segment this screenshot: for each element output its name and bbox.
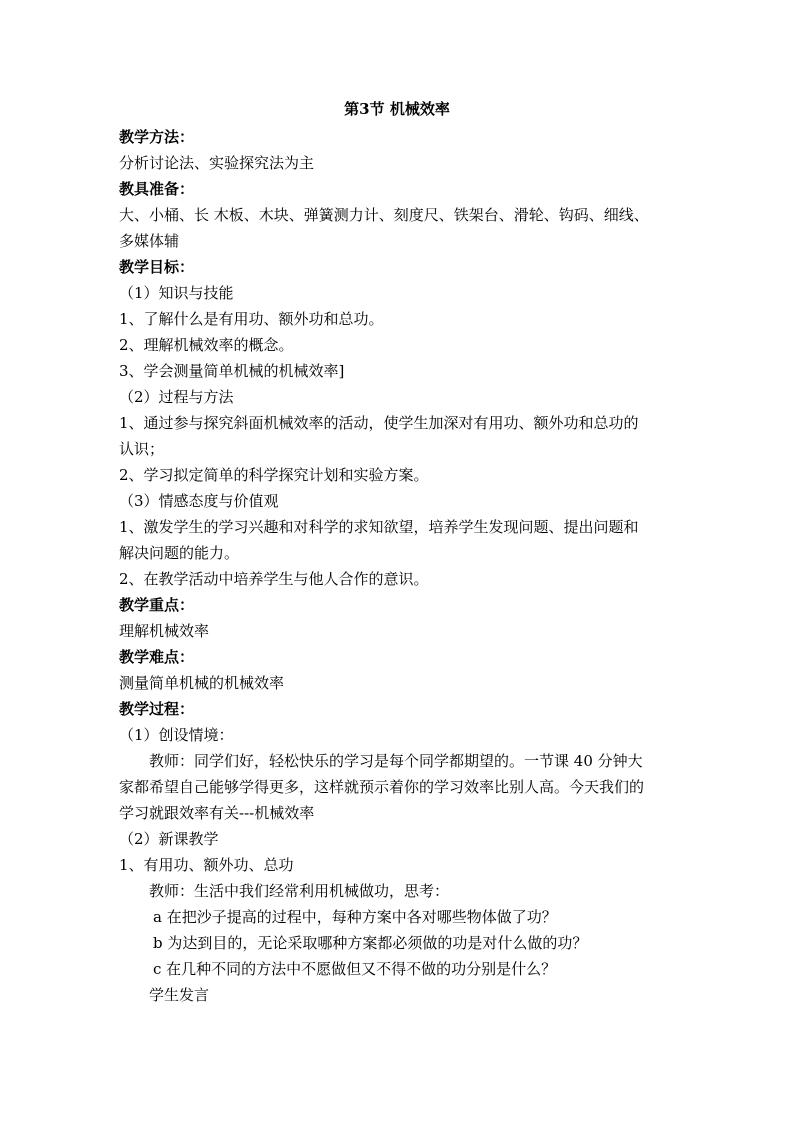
section-heading: 教学重点：	[119, 596, 195, 614]
text-line: 1、了解什么是有用功、额外功和总功。	[119, 310, 384, 328]
section-heading: 教学难点：	[119, 648, 195, 666]
document-title: 第3节 机械效率	[344, 100, 450, 118]
text-line: 1、有用功、额外功、总功	[119, 856, 294, 874]
text-line: （3）情感态度与价值观	[119, 492, 279, 510]
text-line: 学习就跟效率有关---机械效率	[119, 804, 315, 822]
text-line: 3、学会测量简单机械的机械效率]	[119, 362, 345, 380]
text-line: 教师：生活中我们经常利用机械做功，思考：	[149, 882, 450, 900]
text-line: 家都希望自己能够学得更多，这样就预示着你的学习效率比别人高。今天我们的	[119, 778, 645, 796]
text-line: 2、在教学活动中培养学生与他人合作的意识。	[119, 570, 429, 588]
text-line: 大、小桶、长 木板、木块、弹簧测力计、刻度尺、铁架台、滑轮、钩码、细线、	[119, 206, 649, 224]
text-line: 认识；	[119, 440, 165, 458]
text-line: 2、学习拟定简单的科学探究计划和实验方案。	[119, 466, 429, 484]
text-line: 解决问题的能力。	[119, 544, 240, 562]
section-heading: 教学方法：	[119, 128, 195, 146]
section-heading: 教具准备：	[119, 180, 195, 198]
text-line: （2）过程与方法	[119, 388, 234, 406]
text-line: a 在把沙子提高的过程中，每种方案中各对哪些物体做了功？	[153, 908, 557, 926]
text-line: c 在几种不同的方法中不愿做但又不得不做的功分别是什么？	[153, 960, 557, 978]
section-heading: 教学过程：	[119, 700, 195, 718]
text-line: （2）新课教学	[119, 830, 219, 848]
document-body	[119, 124, 689, 1008]
text-line: 1、通过参与探究斜面机械效率的活动，使学生加深对有用功、额外功和总功的	[119, 414, 639, 432]
text-line: 1、激发学生的学习兴趣和对科学的求知欲望，培养学生发现问题、提出问题和	[119, 518, 639, 536]
section-heading: 教学目标：	[119, 258, 195, 276]
text-line: 多媒体辅	[119, 232, 180, 250]
text-line: 2、理解机械效率的概念。	[119, 336, 294, 354]
text-line: （1）知识与技能	[119, 284, 234, 302]
text-line: b 为达到目的，无论采取哪种方案都必须做的功是对什么做的功？	[153, 934, 588, 952]
text-line: （1）创设情境：	[119, 726, 234, 744]
text-line: 学生发言	[149, 986, 210, 1004]
text-line: 分析讨论法、实验探究法为主	[119, 154, 315, 172]
text-line: 理解机械效率	[119, 622, 210, 640]
text-line: 教师：同学们好，轻松快乐的学习是每个同学都期望的。一节课 40 分钟大	[149, 752, 643, 770]
text-line: 测量简单机械的机械效率	[119, 674, 285, 692]
